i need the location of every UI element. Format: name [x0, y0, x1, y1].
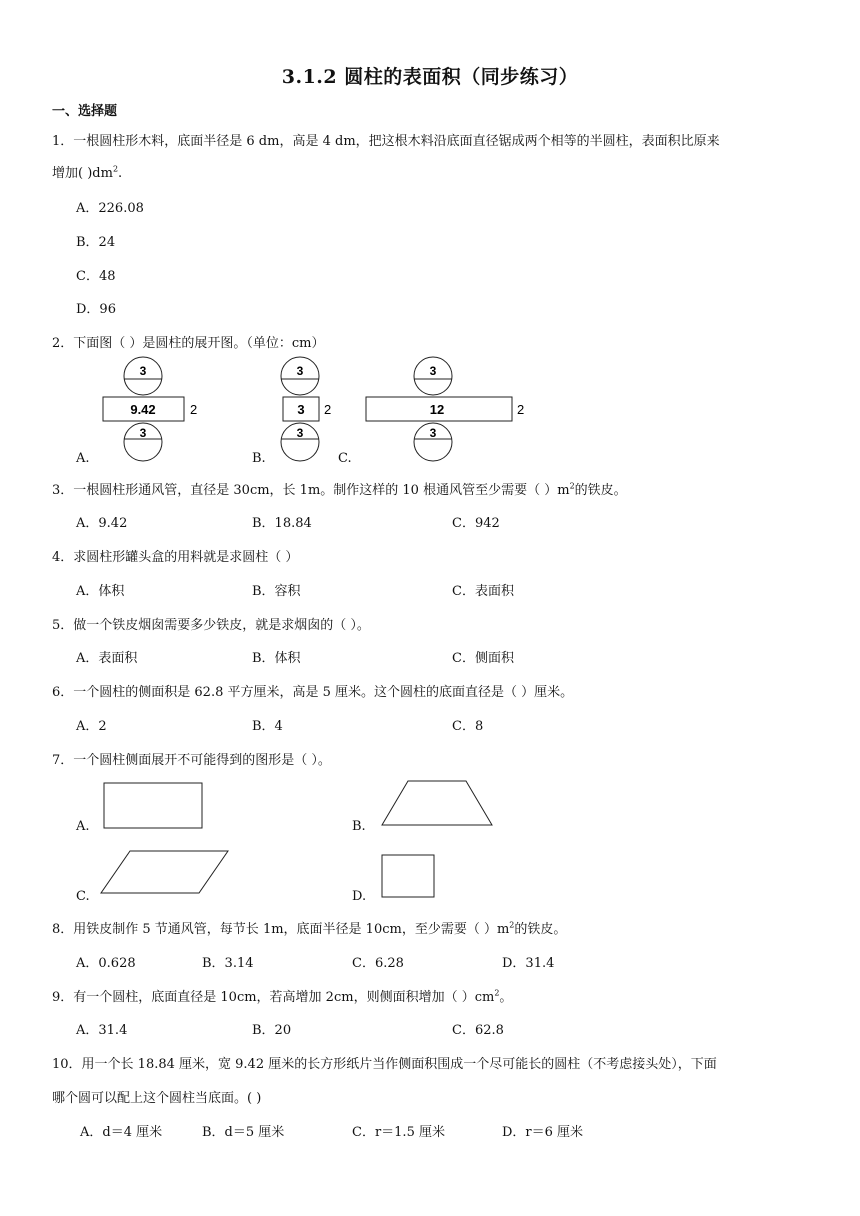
question-1-line-1: 1．一根圆柱形木料，底面半径是 6 dm，高是 4 dm，把这根木料沿底面直径锯成两个相等的半圆柱，表面积比原来: [52, 134, 720, 149]
q3-option-b[interactable]: B．18.84: [252, 516, 312, 531]
rect-label-a: 9.42: [130, 402, 156, 417]
q1-option-d[interactable]: D．96: [76, 302, 116, 317]
q3-option-a[interactable]: A．9.42: [76, 516, 128, 531]
superscript: 2: [112, 164, 119, 174]
question-2-text: 2．下面图（ ）是圆柱的展开图。（单位：cm）: [52, 336, 325, 351]
q3-option-c[interactable]: C．942: [452, 516, 500, 531]
q2-option-a[interactable]: A.: [76, 451, 90, 466]
question-7-text: 7．一个圆柱侧面展开不可能得到的图形是（ ）。: [52, 753, 331, 768]
q7-option-b[interactable]: B.: [352, 819, 366, 834]
q8-option-a[interactable]: A．0.628: [76, 956, 136, 971]
q6-option-b[interactable]: B．4: [252, 719, 283, 734]
question-8-text: 8．用铁皮制作 5 节通风管，每节长 1m，底面半径是 10cm，至少需要（ ）$m^2$的铁皮。: [52, 920, 567, 937]
q5-option-a[interactable]: A．表面积: [76, 651, 138, 666]
bottom-circle-label-b: 3: [296, 426, 304, 440]
superscript: 2: [569, 481, 575, 491]
top-circle-label-a: 3: [139, 364, 147, 378]
parallelogram-shape: [101, 851, 228, 893]
q9-option-c[interactable]: C．62.8: [452, 1023, 504, 1038]
q7-option-c[interactable]: C.: [76, 889, 90, 904]
q10-option-d[interactable]: D．r＝6 厘米: [502, 1125, 584, 1140]
net-figure-c: [366, 357, 524, 461]
q1-option-a[interactable]: A．226.08: [76, 201, 144, 216]
top-circle-label-c: 3: [429, 364, 437, 378]
q5-option-b[interactable]: B．体积: [252, 651, 301, 666]
question-5-text: 5．做一个铁皮烟囱需要多少铁皮，就是求烟囱的（ ）。: [52, 618, 370, 633]
question-1-line-2: 增加( )$dm^2$.: [52, 164, 123, 181]
q10-option-b[interactable]: B．d＝5 厘米: [202, 1125, 285, 1140]
q5-option-c[interactable]: C．侧面积: [452, 651, 514, 666]
q7-option-d[interactable]: D.: [352, 889, 367, 904]
question-6-text: 6．一个圆柱的侧面积是 62.8 平方厘米，高是 5 厘米。这个圆柱的底面直径是（ ）厘米。: [52, 685, 574, 700]
q8-option-c[interactable]: C．6.28: [352, 956, 404, 971]
superscript: 2: [494, 988, 500, 998]
q2-option-b[interactable]: B.: [252, 451, 266, 466]
top-circle-label-b: 3: [296, 364, 304, 378]
q9-option-a[interactable]: A．31.4: [76, 1023, 128, 1038]
question-10-line-1: 10．用一个长 18.84 厘米，宽 9.42 厘米的长方形纸片当作侧面积围成一个尽可能长的圆柱（不考虑接头处），下面: [52, 1057, 717, 1072]
question-3-text: 3．一根圆柱形通风管，直径是 30cm，长 1m。制作这样的 10 根通风管至少需要（ ）$m^2$的铁皮。: [52, 481, 627, 498]
rect-label-b: 3: [297, 402, 305, 417]
q10-option-a[interactable]: A．d＝4 厘米: [80, 1125, 163, 1140]
q6-option-c[interactable]: C．8: [452, 719, 484, 734]
trapezoid-shape: [382, 781, 492, 825]
q4-option-a[interactable]: A．体积: [76, 584, 125, 599]
side-label-c: 2: [517, 402, 525, 417]
question-4-text: 4．求圆柱形罐头盒的用料就是求圆柱（ ）: [52, 550, 299, 565]
net-figure-b: [281, 357, 331, 461]
side-label-b: 2: [324, 402, 332, 417]
question-9-text: 9．有一个圆柱，底面直径是 10cm，若高增加 2cm，则侧面积增加（ ）$cm^2$。: [52, 988, 513, 1005]
q9-option-b[interactable]: B．20: [252, 1023, 292, 1038]
q10-option-c[interactable]: C．r＝1.5 厘米: [352, 1125, 445, 1140]
q1-option-c[interactable]: C．48: [76, 269, 116, 284]
q7-option-a[interactable]: A.: [76, 819, 90, 834]
side-label-a: 2: [190, 402, 198, 417]
q6-option-a[interactable]: A．2: [76, 719, 107, 734]
q8-option-d[interactable]: D．31.4: [502, 956, 555, 971]
net-figure-a: [103, 357, 197, 461]
q1-option-b[interactable]: B．24: [76, 235, 116, 250]
question-10-line-2: 哪个圆可以配上这个圆柱当底面。( ): [52, 1091, 262, 1106]
square-shape: [382, 855, 434, 897]
q8-option-b[interactable]: B．3.14: [202, 956, 254, 971]
q4-option-b[interactable]: B．容积: [252, 584, 301, 599]
q2-option-c[interactable]: C.: [338, 451, 352, 466]
section-heading: 一、选择题: [52, 104, 118, 119]
bottom-circle-label-c: 3: [429, 426, 437, 440]
q7-shape-figures: [100, 778, 500, 902]
rectangle-shape: [104, 783, 202, 828]
q4-option-c[interactable]: C．表面积: [452, 584, 514, 599]
page-title: 3.1.2 圆柱的表面积（同步练习）: [281, 66, 579, 88]
rect-label-c: 12: [429, 402, 445, 417]
bottom-circle-label-a: 3: [139, 426, 147, 440]
superscript: 2: [509, 920, 515, 930]
